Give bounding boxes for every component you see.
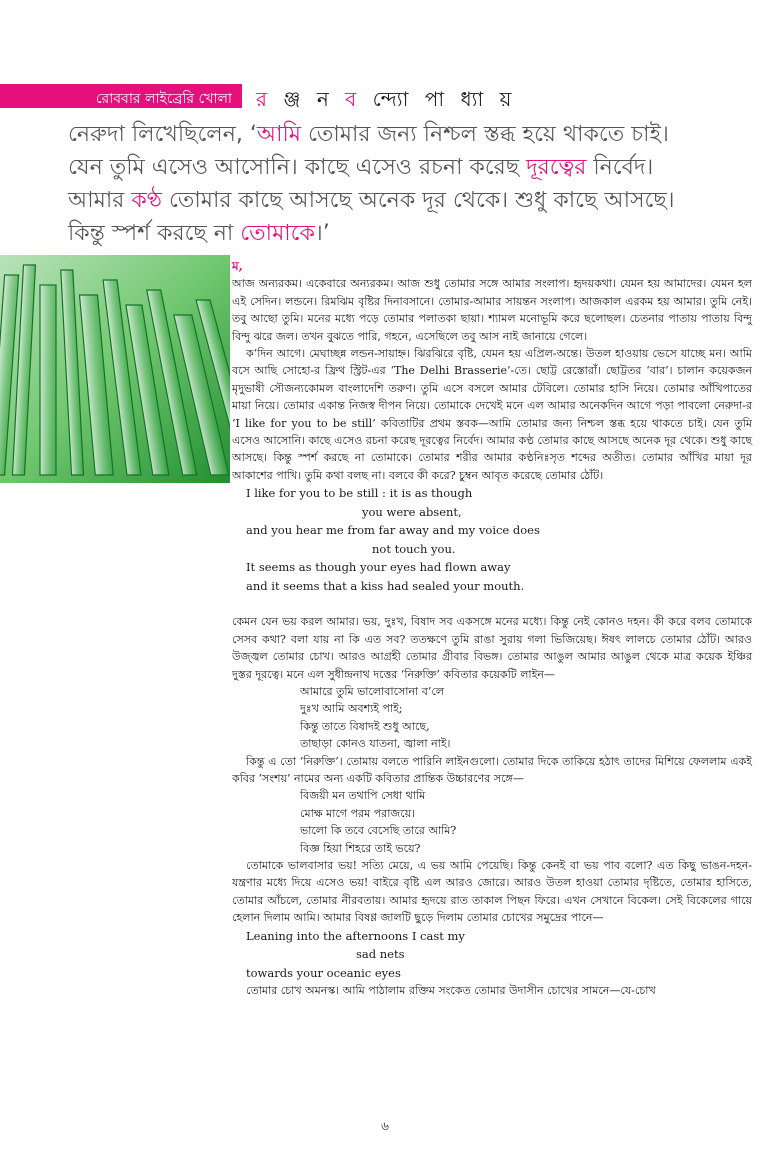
quote-text: নির্বেদ। xyxy=(586,155,654,180)
author-part-1: ঞ্জ ন xyxy=(272,87,346,111)
paragraph: কিন্তু এ তো ‘নিরুক্তি’। তোমায় বলতে পারিনি লাইনগুলো। তোমার দিকে তাকিয়ে হঠাৎ তাদের মিশিয়ে ফেললাম একই কবির ‘সংশয়’ নামের অন্য একটি কবিতার প্রান্তিক উচ্চারণের সঙ্গে— xyxy=(232,754,752,785)
pull-quote xyxy=(68,118,764,250)
verse-line: বিজ্ঞ হিয়া শিহরে তাই ভয়ে? xyxy=(300,841,421,855)
pull-quote-line xyxy=(68,118,764,151)
quote-text: আমার xyxy=(68,188,132,213)
poem-line: you were absent, xyxy=(362,504,462,519)
quote-text: ।’ xyxy=(314,221,330,246)
author-name xyxy=(256,85,516,118)
poem-line: I like for you to be still : it is as though xyxy=(246,486,473,501)
pull-quote-line xyxy=(68,217,764,250)
pull-quote-line xyxy=(68,151,764,184)
paragraph: তোমাকে ভালবাসার ভয়! সত্যি মেয়ে, এ ভয় আমি পেয়েছি। কিন্তু কেনই বা ভয় পাব বলো? এত কিছু ভাঙন-দহন-যন্ত্রণার মধ্যে দিয়ে এসেও ভয়! বাইরে বৃষ্টি এল আরও জোরে। আরও উতল হাওয়া তোমার দৃষ্টিতে, তোমার হাসিতে, তোমার আঁচলে, তোমার নীরবতায়। আমার হৃদয়ে রাত তাকাল পিছন ফিরে। এখন সেখানে বিকেল। সেই বিকেলের গায়ে হেলান দিলাম আমি। আমার বিষণ্ণ জালটি ছুড়ে দিলাম তোমার চোখের সমুদ্রের পানে— xyxy=(232,858,752,925)
verse-line: মোক্ষ মাগে পরম পরাজয়ে। xyxy=(300,806,416,820)
verse-line: তাছাড়া কোনও যাতনা, জ্বালা নাই। xyxy=(300,737,451,751)
quote-text: যেন তুমি এসেও আসোনি। কাছে এসেও রচনা করেছ xyxy=(68,155,527,180)
poem-line: sad nets xyxy=(356,947,405,962)
verse-quote xyxy=(232,683,752,753)
verse-line: বিজয়ী মন তথাপি সেধা থামি xyxy=(300,789,426,803)
pull-quote-line xyxy=(68,184,764,217)
quote-text: নেরুদা লিখেছিলেন, ‘ xyxy=(68,122,257,147)
paragraph: আজ অন্যরকম। একেবারে অন্যরকম। আজ শুধু তোমার সঙ্গে আমার সংলাপ। হৃদয়কথা। যেমন হয় আমাদের। যেমন হল এই সেদিন। লন্ডনে। রিমঝিম বৃষ্টির দিনাবসানে। তোমার-আমার সায়ন্তন সংলাপ। আজকাল এরকম হয় আমার। তুমি নেই। তবু আছো তুমি। মনের মধ্যে পড়ে তোমার পলাতকা ছায়া। শ্যামল মনোভূমি করে ছলোছল। চেতনার পাতায় পাতায় বিন্দু বিন্দু ঝরে জল। তখন বুঝতে পারি, গহনে, এসেছিলে তবু আস নাই জানায়ে গেলে। xyxy=(232,277,752,343)
poem-line: towards your oceanic eyes xyxy=(246,965,401,980)
poem-line: and it seems that a kiss had sealed your mouth. xyxy=(246,578,525,593)
poem-quote xyxy=(232,927,752,983)
poem-line: Leaning into the afternoons I cast my xyxy=(246,928,465,943)
bookshelf-photo xyxy=(0,255,230,483)
poem-quote xyxy=(232,484,752,595)
author-part-2: ন্দ্যো পা ধ্যা য় xyxy=(361,87,517,111)
section-label: রোববার লাইব্রেরি খোলা xyxy=(95,91,232,107)
paragraph: তোমার চোখ অমনস্ক। আমি পাঠালাম রক্তিম সংকেত তোমার উদাসীন চোখের সামনে—যে-চোখ xyxy=(246,984,656,998)
quote-text: তোমার জন্য নিশ্চল স্তব্ধ হয়ে থাকতে চাই। xyxy=(300,122,669,147)
salutation: ম, xyxy=(232,259,243,273)
author-initial-1: র xyxy=(256,87,273,111)
poem-line: and you hear me from far away and my voice does xyxy=(246,523,540,538)
quote-highlight: দূরত্বের xyxy=(526,155,587,180)
quote-highlight: তোমাকে xyxy=(240,221,315,246)
verse-quote xyxy=(232,787,752,857)
poem-line: It seems as though your eyes had flown away xyxy=(246,560,511,575)
quote-highlight: কণ্ঠ xyxy=(131,188,162,213)
section-label-bar xyxy=(0,84,242,108)
author-initial-2: ব xyxy=(345,87,362,111)
verse-line: কিন্তু তাতে বিষাদই শুধু আছে, xyxy=(300,719,430,733)
quote-text: তোমার কাছে আসছে অনেক দূর থেকে। শুধু কাছে আসছে। xyxy=(162,188,675,213)
quote-text: কিন্তু স্পর্শ করছে না xyxy=(68,221,241,246)
paragraph: কেমন যেন ভয় করল আমার। ভয়, দুঃখ, বিষাদ সব একসঙ্গে মনের মধ্যে। কিন্তু নেই কোনও দহন। কী করে বলব তোমাকে সেসব কথা? বলা যায় না কি এত সব? ততক্ষণে তুমি রাঙা সুরায় গলা ভিজিয়েছ। ঈষৎ লালচে তোমার ঠোঁট। আরও উজ্জ্বল তোমার চোখ। আরও আগ্রহী তোমার গ্রীবার বিভঙ্গ। তোমার আঙুল আমার আঙুল থেকে মাত্র কয়েক ইঞ্চির দুস্তর দূরত্বে। মনে এল সুধীন্দ্রনাথ দত্তের ‘নিরুক্তি’ কবিতার কয়েকটি লাইন— xyxy=(232,615,752,681)
verse-line: দুঃখ আমি অবশ্যই পাই; xyxy=(300,702,403,716)
paragraph: ক’দিন আগে। মেঘাচ্ছন্ন লন্ডন-সায়াহ্ন। ঝিরঝিরে বৃষ্টি, যেমন হয় এপ্রিল-অন্তে। উতল হাওয়ায় ভেসে যাচ্ছে মন। আমি বসে আছি সোহো-র ফ্রিথ স্ট্রিট-এর ‘The Delhi Brasserie’-তে। ছোট্ট রেস্তোরাঁ। ছোট্টতর ‘বার’। চালান কয়েকজন মৃদুভাষী সৌজন্যকোমল বাংলাদেশি তরুণ। তুমি এসে বসলে আমার টেবিলে। তোমার হাসি নিয়ে। তোমার আঁখিপাতের মায়া নিয়ে। তোমার একান্ত নিজস্ব দীপন নিয়ে। তোমাকে দেখেই মনে এল আমার অনেকদিন আগে পড়া পাবলো নেরুদা-র ‘I like for you to be still’ কবিতাটির প্রথম স্তবক—আমি তোমার জন্য নিশ্চল স্তব্ধ হয়ে থাকতে চাই। যেন তুমি এসেও আসোনি। কাছে এসেও রচনা করেছ দূরত্বের নির্বেদ। আমার কণ্ঠ তোমার কাছে আসছে অনেক দূর থেকে। শুধু কাছে আসছে। কিন্তু স্পর্শ করছে না তোমাকে। তোমার শরীর আমার কণ্ঠনিঃসৃত শব্দের অতীত। তোমার আঁখির মায়া দূর আকাশের পাখি। তুমি কথা বলছ না। বলবে কী করে? চুম্বন আবৃত করেছে তোমার ঠোঁট। xyxy=(232,347,752,482)
verse-line: আমারে তুমি ভালোবাসোনা ব’লে xyxy=(300,684,445,698)
page-number: ৬ xyxy=(381,1119,389,1133)
poem-line: not touch you. xyxy=(372,541,456,556)
verse-line: ভালো কি তবে বেসেছি তারে আমি? xyxy=(300,824,457,838)
article-body xyxy=(232,258,752,1000)
quote-highlight: আমি xyxy=(256,122,301,147)
